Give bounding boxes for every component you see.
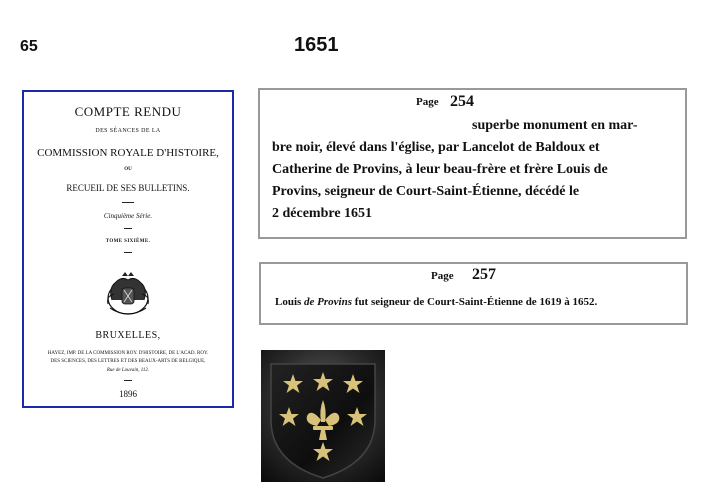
excerpt-page-257 <box>259 262 688 325</box>
cover-subtitle: DES SÉANCES DE LA <box>95 128 161 134</box>
excerpt-text: Louis <box>275 296 305 308</box>
cover-series: Cinquième Série. <box>103 212 153 220</box>
page-label: Page <box>431 270 454 282</box>
page-number-value: 254 <box>450 93 474 110</box>
cover-city: BRUXELLES, <box>95 330 161 341</box>
page-number: 65 <box>20 38 38 55</box>
cover-divider <box>122 202 134 203</box>
excerpt-line: bre noir, élevé dans l'église, par Lancelot de Baldoux et <box>272 140 600 155</box>
excerpt-page-254 <box>258 88 687 239</box>
cover-divider <box>124 380 132 381</box>
coat-of-arms-photo <box>261 350 385 482</box>
excerpt-line: Catherine de Provins, à leur beau-frère et frère Louis de <box>272 162 608 177</box>
cover-divider <box>124 252 132 253</box>
cover-divider <box>124 228 132 229</box>
cover-publisher-line: DES SCIENCES, DES LETTRES ET DES BEAUX-ARTS DE BELGIQUE, <box>50 359 206 364</box>
family-name: de Provins <box>304 296 353 308</box>
year-heading: 1651 <box>294 34 339 56</box>
page-number-value: 257 <box>472 266 496 283</box>
excerpt-line: 2 décembre 1651 <box>272 206 373 221</box>
page-label: Page <box>416 96 439 108</box>
cover-ou: OU <box>124 167 132 172</box>
cover-title: COMPTE RENDU <box>74 104 182 119</box>
cover-volume: TOME SIXIÈME. <box>105 239 151 244</box>
cover-publisher-line: HAYEZ, IMP. DE LA COMMISSION ROY. D'HISTOIRE, DE L'ACAD. ROY. <box>47 351 209 356</box>
cover-commission: COMMISSION ROYALE D'HISTOIRE, <box>37 147 219 159</box>
book-cover <box>22 90 234 408</box>
excerpt-line: Provins, seigneur de Court-Saint-Étienne, décédé le <box>272 184 580 199</box>
excerpt-sentence <box>275 296 597 308</box>
excerpt-text: fut seigneur de Court-Saint-Étienne de 1619 à 1652. <box>352 296 598 308</box>
cover-recueil: RECUEIL DE SES BULLETINS. <box>66 183 190 193</box>
royal-emblem-icon <box>102 270 154 318</box>
cover-date: 1896 <box>119 389 137 399</box>
cover-address: Rue de Louvain, 112. <box>106 368 150 373</box>
excerpt-line: superbe monument en mar- <box>472 118 638 133</box>
